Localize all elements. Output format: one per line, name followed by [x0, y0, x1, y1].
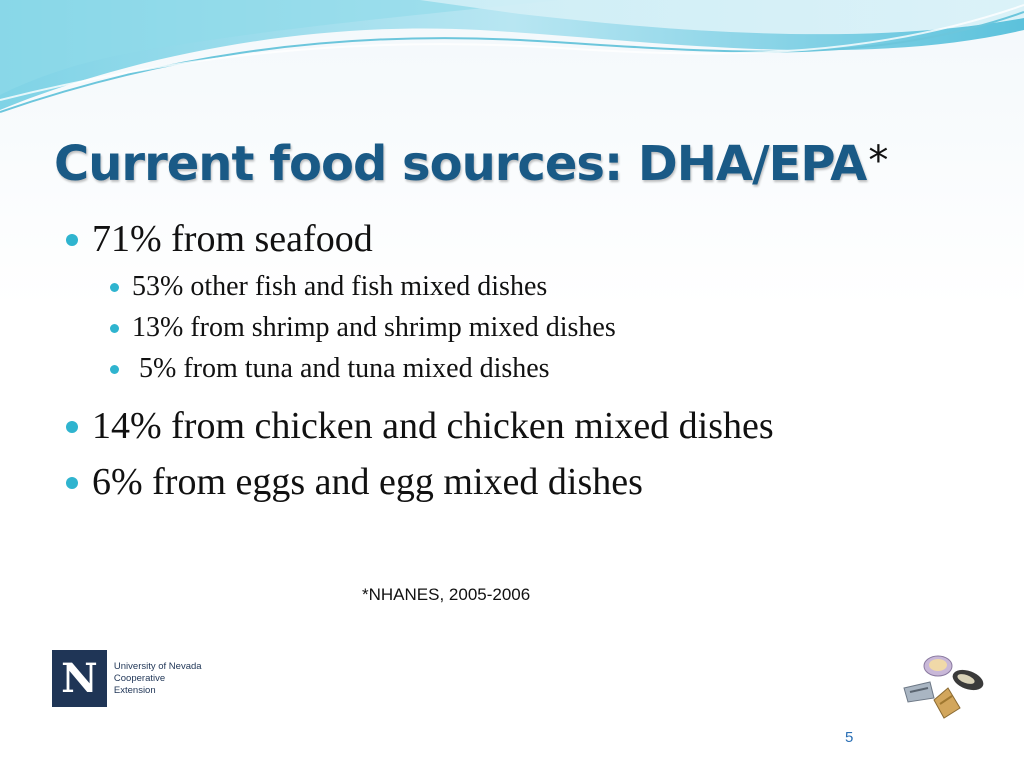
- sub-bullet-text: 53% other fish and fish mixed dishes: [132, 271, 548, 302]
- bullet-item: [62, 214, 962, 264]
- bullet-dot-icon: [110, 324, 119, 333]
- bullet-dot-icon: [66, 234, 78, 246]
- bullet-dot-icon: [66, 421, 78, 433]
- bullet-text: 6% from eggs and egg mixed dishes: [92, 461, 643, 503]
- food-clipart-icon: [900, 652, 988, 724]
- logo-line-2: Cooperative Extension: [113, 672, 166, 696]
- slide-title: [54, 136, 887, 192]
- sub-bullet-item: [62, 266, 962, 307]
- bullet-item: [62, 457, 962, 507]
- logo-mark: N: [52, 650, 107, 707]
- sub-bullet-item: [62, 307, 962, 348]
- bullet-dot-icon: [110, 283, 119, 292]
- slide-title-text: Current food sources: DHA/EPA: [54, 136, 867, 192]
- sub-bullet-text: 13% from shrimp and shrimp mixed dishes: [132, 312, 616, 343]
- title-asterisk: *: [868, 138, 888, 184]
- bullet-dot-icon: [110, 365, 119, 374]
- bullet-dot-icon: [66, 477, 78, 489]
- logo-line-1: University of Nevada: [113, 660, 202, 672]
- university-logo: [52, 650, 206, 707]
- bullet-list: [62, 214, 962, 507]
- bullet-text: 71% from seafood: [92, 218, 373, 260]
- sub-bullet-item: [62, 348, 962, 389]
- bullet-text: 14% from chicken and chicken mixed dishes: [92, 405, 774, 447]
- bullet-item: [62, 401, 962, 451]
- page-number: 5: [845, 729, 854, 746]
- sub-bullet-text: 5% from tuna and tuna mixed dishes: [132, 353, 550, 384]
- footnote: *NHANES, 2005-2006: [362, 585, 531, 604]
- header-wave-decoration: [0, 0, 1024, 130]
- logo-text: [114, 661, 206, 697]
